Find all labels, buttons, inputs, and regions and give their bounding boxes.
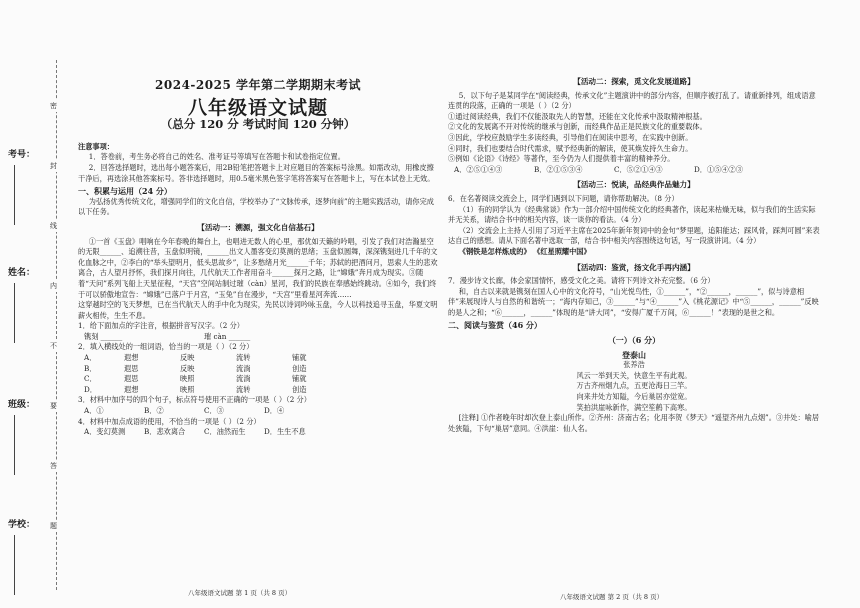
q5-sentence: ②文化的发展离不开对传统的继承与创新，而经典作品正是民族文化的重要载体。 [448,122,707,132]
exam-title: 2024-2025 学年第二学期期末考试 [155,78,361,92]
question-1-items [78,332,438,343]
q1-item: 镌刻 ______ [84,331,123,341]
exam-meta: （总分 120 分 考试时间 120 分钟） [160,117,356,132]
name-line [14,283,15,343]
page-2-footer: 八年级语文试题 第 2 页（共 8 页） [560,593,664,601]
q5-sentence: ④同时，我们也要结合时代需求，赋予经典新的解读，使其焕发持久生命力。 [448,143,693,153]
option-word: 反映 [180,363,195,373]
seal-mark: 内 [50,282,57,290]
option: B．②①⑤③④ [534,164,583,174]
question-2-option-a [78,353,438,364]
question-6-part-1: （1）有的同学认为《经典常谈》作为一部介绍中国传统文化的经典著作，读起来枯燥无味，似与我们的生活实际并无关系，请结合书中的相关内容，谈一谈你的看法。（4 分） [448,204,816,225]
question-3-options [78,406,438,417]
question-7: 7．漫步诗文长廊，体会家国情怀，感受文化之美。请将下列诗文补充完整。（6 分） [448,276,715,286]
option-word: 遐想 [124,384,139,394]
question-6: 6．在名著阅读交流会上，同学们遇到以下问题，请你帮助解决。（8 分） [448,193,679,203]
school-line [14,535,15,595]
option: A．②⑤①④③ [454,164,503,174]
option-word: 流转 [236,384,251,394]
seal-mark: 题 [50,522,57,530]
poem-line: 风云一举到天关，快意生平有此观。 [576,370,692,380]
question-2-option-c [78,374,438,385]
option-letter: B． [84,363,97,373]
subsection-heading: （一）（6 分） [607,335,661,346]
seal-mark: 不 [50,342,57,350]
seal-line [56,60,57,590]
activity-heading: 【活动四：鉴赏，扬文化手再内涵】 [573,262,695,272]
reading-passage: ①一首《玉盘》唱响在今年春晚的舞台上，也唱进无数人的心里，那优如天籁的吟唱，引发了我们对浩瀚星空的无限______、追溯往昔，玉盘似明镜，______出文人墨客变幻莫测的思绪；玉盘似圆舞，深深镌刻进几千年的文化血脉之中，②李白的“举头望明月，低头思故乡”，让多愁绪月光______千年；苏轼的把酒问月，思索人生的悲欢离合，古人望月抒怀，我们探月向往，几代航天工作者用奋斗______探月之路，让“嫦娥”奔月成为现实。③随着“天问”系列飞船上天星征程，“天宫”空间站制过璀（càn）星河，我们的民族在奉感始终跳动。④如今，我们终于可以骄傲地宣告：“嫦娥”已落户于月宫，“玉兔”自在漫步，“天宫”里看星河奔流…… [78,236,438,299]
option: B．悲欢离合 [144,427,186,437]
question-4: 4．材料中加点成语的使用，不恰当的一项是（ ）（2 分） [78,416,261,426]
reading-passage-end: 这穿越时空的飞天梦想，已在当代航天人的手中化为现实，先民以诗词吟咏玉盘，今人以科技追寻玉盘，华夏文明薪火相传，生生不息。 [78,300,438,320]
school-label: 学校： [8,520,36,530]
seal-mark: 答 [50,462,57,470]
section-intro: 为弘扬优秀传统文化，增强同学们的文化自信，学校举办了“文脉传承，逐梦向前”的主题实践活动，请你完成以下任务。 [78,196,434,217]
name-label: 姓名： [8,268,36,278]
option-word: 映照 [180,384,195,394]
option: B．② [144,406,164,416]
option-word: 流转 [236,353,251,363]
option-word: 创造 [292,363,307,373]
class-label: 班级： [8,400,36,410]
q5-sentence: ⑤例如《论语》《诗经》等著作，至今仍为人们提供着丰富的精神养分。 [448,154,675,164]
exam-no-label: 考号： [8,150,36,160]
q5-sentence: ③因此，学校应鼓励学生多读经典，引导他们在阅读中思考，在实践中创新。 [448,132,693,142]
class-line [14,415,15,475]
seal-mark: 密 [50,102,57,110]
option-word: 流淌 [236,363,251,373]
question-5-options [448,165,820,176]
option: D．①⑤④②③ [694,164,743,174]
question-5: 5．以下句子是某同学在“阅读经典，传承文化”主题演讲中的部分内容，但顺序被打乱了。请重新排列，组成语意连贯的段落，正确的一项是（ ）（2 分） [448,90,816,111]
seal-mark: 线 [50,222,57,230]
option: A．① [84,406,104,416]
option-word: 反映 [180,353,195,363]
poem-notes: [注释] ①作者晚年时却次登上泰山所作。②齐州：济南古名；化用李贺《梦天》“遥望齐州九点烟”。③井处：喻居处狭隘，下句“巢居”意同。④洪崖：仙人名。 [448,413,820,433]
poem-author: 张养浩 [623,360,645,370]
poem-title: 登泰山 [622,349,646,360]
option-letter: C． [84,374,97,384]
seal-mark: 封 [50,162,57,170]
option: D．生生不息 [264,427,306,437]
question-6-part-2: （2）交流会上主持人引用了习近平主席在2025年新年贺词中的金句“梦里题，追阳能达；踩风骨，踩判可圆”来表达自己的感想。请从下面名著中选取一部，结合书中相关内容围绕这句话，写一段演讲词。（4 分） [448,225,820,246]
page-2-column [448,72,820,434]
option-word: 映照 [180,374,195,384]
question-2-option-b [78,364,438,375]
option: A．变幻莫测 [84,427,126,437]
poem-line: 万古齐州烟九点，五更沧海日三竿。 [576,381,692,391]
notes-item: 1．答卷前，考生务必将自己的姓名、准考证号等填写在答题卡和试卷指定位置。 [88,152,345,162]
option-word: 遐思 [124,363,139,373]
option-word: 铺就 [292,374,307,384]
option-letter: D． [84,384,97,394]
binding-margin [6,0,68,608]
option-word: 遐想 [124,353,139,363]
notes-item: 2．回答选择题时，选出每小题答案后，用2B铅笔把答题卡上对应题目的答案标号涂黑。如需改动，用橡皮擦干净后，再选涂其他答案标号。答非选择题时，用0.5毫米黑色签字笔将答案写在答题卡上，写在本试卷上无效。 [78,162,435,183]
q1-item: 璀 càn ______ [204,331,251,341]
activity-heading: 【活动三：悦读，品经典作品魅力】 [573,180,695,190]
question-7-text: 和，自古以来就是镌刻在国人心中的文化符号，“山光悦鸟性，①______”，“②______，______”，似与诗意相伴”来展现诗人与自然的和谐统一；“海内存知己，③______”与“④______”入《桃花源记》中“⑤______，______”反映的是人之和；“⑥______，______”体现的是“讲大同”，“安得广厦千万间，⑥______！”表现的是世之和。 [448,286,819,317]
poem-line: 向来井处方知隘，今后巢居亦觉宽。 [576,392,692,402]
poem-line: 笑拍洪崖咏新作，满空笙鹤下高寒。 [576,402,692,412]
q5-sentence: ①通过阅读经典，我们不仅能汲取先人的智慧，还能在文化传承中汲取精神根基。 [448,111,707,121]
option: C．⑤②①④③ [614,164,663,174]
question-2-option-d [78,385,438,396]
exam-no-line [14,165,15,225]
seal-mark: 要 [50,402,57,410]
subject-title: 八年级语文试题 [187,96,328,119]
option-word: 流淌 [236,374,251,384]
page-1-column [78,78,438,438]
activity-heading: 【活动一：溯源，强文化自信基石】 [197,222,319,232]
section-heading: 一、积累与运用（24 分） [78,186,172,197]
option-word: 遐思 [124,374,139,384]
question-4-options [78,427,438,438]
question-1: 1．给下面加点的字注音，根据拼音写汉字。（2 分） [78,321,244,331]
option: C．③ [204,406,224,416]
question-6-books: 《钢铁是怎样炼成的》 《红星照耀中国》 [458,246,591,256]
activity-heading: 【活动二：探索，觅文化发展道路】 [573,77,695,86]
option: D．④ [264,406,285,416]
question-3: 3．材料中加序号的四个句子，标点符号使用不正确的一项是（ ）（2 分） [78,395,311,405]
option: C．油然而生 [204,427,246,437]
notes-title: 注意事项： [78,141,114,151]
option-word: 铺就 [292,353,307,363]
option-word: 创造 [292,384,307,394]
section-heading: 二、阅读与鉴赏（46 分） [448,320,542,331]
option-letter: A． [84,353,97,363]
page-1-footer: 八年级语文试题 第 1 页（共 8 页） [188,589,292,597]
question-2: 2．填入横线处的一组词语，恰当的一项是（ ）（2 分） [78,342,254,352]
